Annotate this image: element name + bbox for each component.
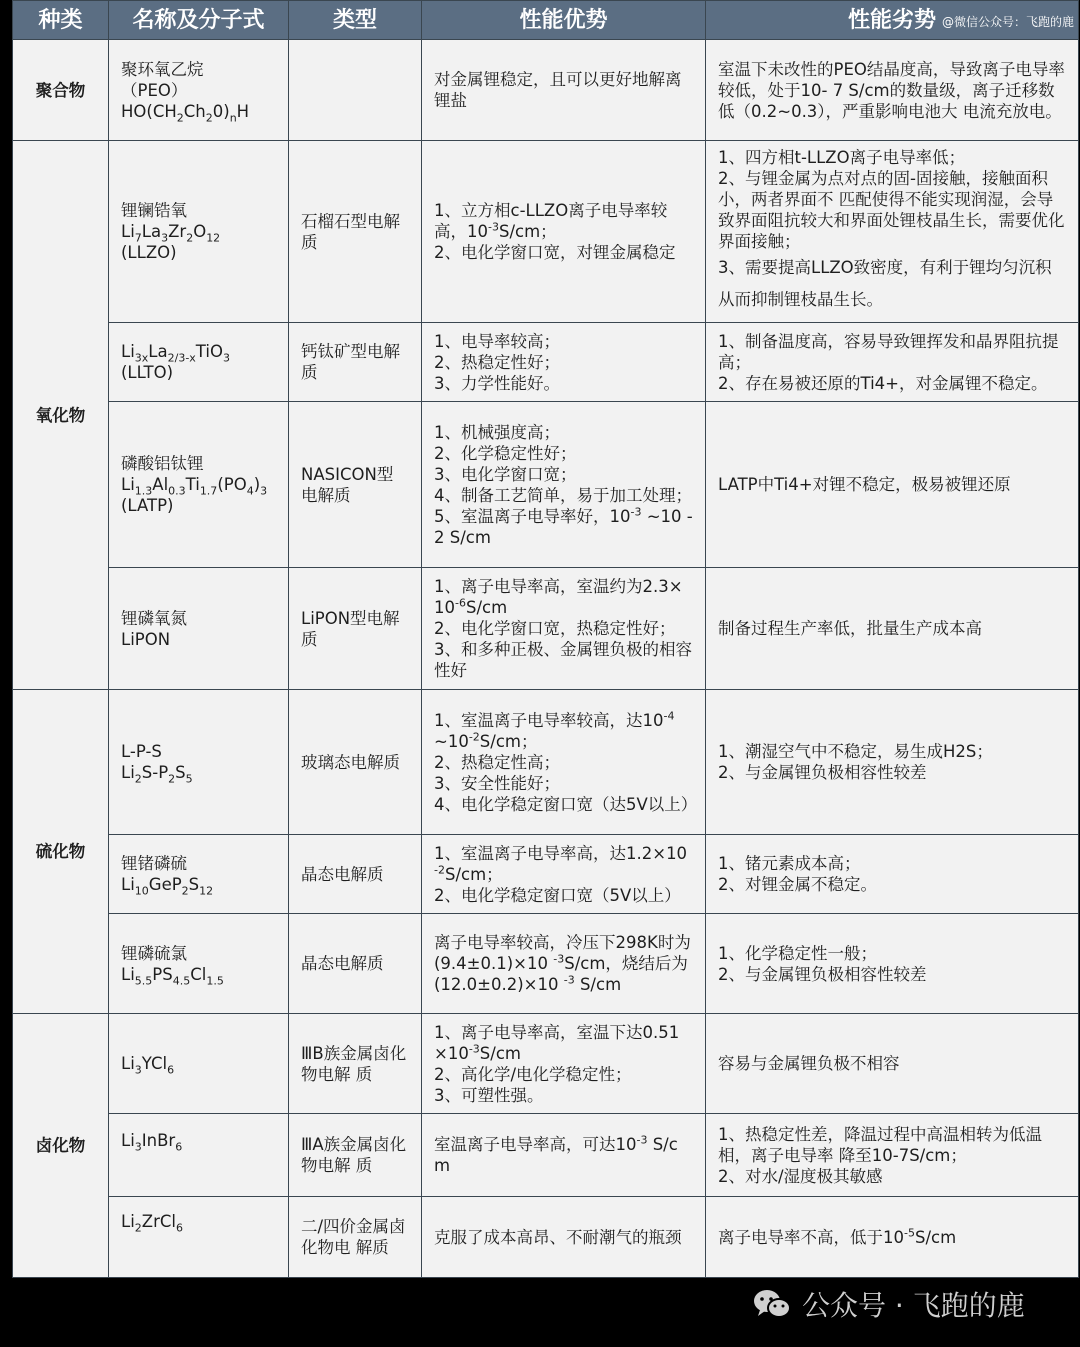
formula-abbr: (LATP) [121,496,174,515]
name-cell [109,1014,289,1114]
table-row [13,835,1079,914]
advantage-item: 1、立方相c-LLZO离子电导率较高，$10^{-3}S/cm$； [434,201,668,241]
advantage-item: 2、热稳定性高； [434,752,560,772]
disadvantage-item: 2、与金属锂负极相容性较差 [718,763,927,782]
advantage-item: 1、机械强度高； [434,422,560,442]
header-type: 类型 [289,1,422,40]
name-text: L-P-S [121,742,162,761]
type-cell: ⅢB族金属卤化物电解 质 [289,1014,422,1114]
type-cell: 玻璃态电解质 [289,690,422,835]
header-row [13,1,1079,40]
name-cell [109,568,289,690]
type-cell: 晶态电解质 [289,914,422,1014]
table-row [13,568,1079,690]
watermark-top: @微信公众号：飞跑的鹿 [941,14,1074,29]
formula-abbr: (LLTO) [121,363,174,382]
advantage-item: 5、室温离子电导率好，$10^{-3}$ ~10 -2 S/cm [434,505,693,547]
type-cell: LiPON型电解质 [289,568,422,690]
advantage-cell [422,914,706,1014]
advantage-cell [422,141,706,323]
table-row [13,323,1079,402]
wechat-icon [752,1287,792,1321]
header-disadvantage-label: 性能劣势 [847,7,936,33]
disadvantage-item: 2、与金属锂负极相容性较差 [718,964,927,984]
table-row [13,1197,1079,1278]
type-cell: 石榴石型电解质 [289,141,422,323]
formula-text: $Li_{10}GeP_2S_{12}$ [121,875,214,898]
advantage-item: 1、电导率较高； [434,331,560,351]
formula-text: $Li_{1.3}Al_{0.3}Ti_{1.7}(PO_4)_3$ [121,475,268,498]
advantage-item: 3、和多种正极、金属锂负极的相容性好 [434,640,692,680]
formula-text: $Li_7La_3Zr_2O_{12}$ [121,222,221,245]
type-cell: ⅢA族金属卤化物电解 质 [289,1114,422,1197]
disadvantage-cell [706,1197,1079,1278]
disadvantage-item: 1、四方相t-LLZO离子电导率低； [718,148,966,167]
advantage-cell [422,568,706,690]
disadvantage-item: 1、热稳定性差，降温过程中高温相转为低温相，离子电导率 降至10-7S/cm； [718,1124,1042,1165]
formula-text: $Li_2ZrCl_6$ [121,1212,183,1235]
table-row [13,141,1079,323]
name-text: 聚环氧乙烷 [121,59,204,79]
advantage-item: 3、电化学窗口宽； [434,464,577,484]
advantage-item: 2、化学稳定性好； [434,443,577,463]
name-text: 锂锗磷硫 [121,854,187,873]
header-name: 名称及分子式 [109,1,289,40]
disadvantage-item: 3、需要提高LLZO致密度，有利于锂均匀沉积从而抑制锂枝晶生长。 [718,258,1052,309]
disadvantage-item: 离子电导率不高，低于$10^{-5}S/cm$ [718,1226,957,1247]
type-cell: 二/四价金属卤化物电 解质 [289,1197,422,1278]
table-row [13,690,1079,835]
category-oxide: 氧化物 [13,141,109,690]
watermark-bottom-text: 公众号 · 飞跑的鹿 [802,1289,1025,1322]
advantage-item: 3、力学性能好。 [434,373,560,393]
advantage-item: 3、安全性能好； [434,773,560,793]
electrolyte-comparison-table [12,0,1079,1278]
type-cell: 晶态电解质 [289,835,422,914]
table-row [13,402,1079,568]
header-disadvantage [706,1,1079,40]
name-text: 锂镧锆氧 [121,201,187,220]
header-advantage: 性能优势 [422,1,706,40]
advantage-item: 2、电化学窗口宽，热稳定性好； [434,619,676,638]
table-row [13,914,1079,1014]
name-cell [109,1114,289,1197]
name-cell [109,40,289,141]
advantage-item: 室温离子电导率高，可达$10^{-3}$ S/cm [434,1133,678,1175]
advantage-cell [422,690,706,835]
type-cell: 钙钛矿型电解质 [289,323,422,402]
advantage-item: 2、电化学稳定窗口宽（5V以上） [434,885,681,905]
formula-text: LiPON [121,629,171,649]
name-cell [109,323,289,402]
disadvantage-cell [706,323,1079,402]
advantage-item: 2、热稳定性好； [434,352,560,372]
disadvantage-item: 2、对水/湿度极其敏感 [718,1166,883,1186]
advantage-cell [422,1014,706,1114]
disadvantage-item: 1、化学稳定性一般； [718,943,877,963]
table-row [13,40,1079,141]
formula-text: $Li_3YCl_6$ [121,1054,175,1077]
table-row [13,1014,1079,1114]
formula-text: $Li_3InBr_6$ [121,1131,183,1154]
advantage-item: 4、制备工艺简单，易于加工处理； [434,485,692,505]
watermark-bottom [752,1282,1025,1326]
formula-abbr: (LLZO) [121,243,177,262]
advantage-cell: 对金属锂稳定，且可以更好地解离锂盐 [422,40,706,141]
name-cell [109,402,289,568]
name-cell [109,690,289,835]
advantage-item: 4、电化学稳定窗口宽（达5V以上） [434,794,698,814]
formula-text: $HO(CH_2Ch_20)_nH$ [121,101,250,124]
advantage-item: 3、可塑性强。 [434,1085,544,1105]
header-category: 种类 [13,1,109,40]
advantage-item: 1、离子电导率高，室温下达$0.51\times 10^{-3}S/cm$ [434,1022,680,1063]
advantage-cell [422,1114,706,1197]
name-text: 锂磷氧氮 [121,608,187,628]
advantage-cell [422,323,706,402]
name-cell [109,835,289,914]
advantage-cell [422,835,706,914]
category-halide: 卤化物 [13,1014,109,1278]
name-text: （PEO） [121,80,188,100]
disadvantage-cell: LATP中Ti4+对锂不稳定，极易被锂还原 [706,402,1079,568]
disadvantage-cell: 制备过程生产率低，批量生产成本高 [706,568,1079,690]
disadvantage-cell [706,835,1079,914]
name-cell [109,914,289,1014]
disadvantage-item: 2、存在易被还原的Ti4+，对金属锂不稳定。 [718,373,1048,393]
disadvantage-item: 2、与锂金属为点对点的固-固接触，接触面积小，两者界面不 匹配使得不能实现润湿，会导致界面阻抗较大和界面处锂枝晶生长，需要优化界面接触； [718,169,1065,251]
advantage-cell: 克服了成本高昂、不耐潮气的瓶颈 [422,1197,706,1278]
disadvantage-cell [706,141,1079,323]
advantage-item: 离子电导率较高，冷压下298K时为 (9.4±0.1)×10 $^{-3}$S/cm，烧结后为 (12.0±0.2)×10 $^{-3}$ S/cm [434,933,691,994]
type-cell [289,40,422,141]
disadvantage-item: 1、潮湿空气中不稳定，易生成H2S； [718,742,993,761]
name-cell [109,1197,289,1278]
disadvantage-cell [706,914,1079,1014]
table-row [13,1114,1079,1197]
disadvantage-item: 1、锗元素成本高； [718,854,861,873]
advantage-item: 2、电化学窗口宽，对锂金属稳定 [434,243,676,262]
disadvantage-cell [706,1114,1079,1197]
name-cell [109,141,289,323]
disadvantage-cell: 容易与金属锂负极不相容 [706,1014,1079,1114]
name-text: 锂磷硫氯 [121,943,187,963]
formula-text: $Li_{3x}La_{2/3-x}TiO_3$ [121,342,230,365]
disadvantage-item: 2、对锂金属不稳定。 [718,875,877,894]
type-cell: NASICON型电解质 [289,402,422,568]
advantage-item: 1、离子电导率高，室温约为$2.3\times 10^{-6}S/cm$ [434,577,683,617]
disadvantage-item: 1、制备温度高，容易导致锂挥发和晶界阻抗提高； [718,331,1059,372]
advantage-item: 1、室温离子电导率较高，达$10^{-4}$ $\sim 10^{-2}S/cm$； [434,709,675,751]
disadvantage-cell: 室温下未改性的PEO结晶度高，导致离子电导率较低，处于10- 7 S/cm的数量级，离子迁移数低（0.2~0.3），严重影响电池大 电流充放电。 [706,40,1079,141]
advantage-item: 2、高化学/电化学稳定性； [434,1064,632,1084]
category-polymer: 聚合物 [13,40,109,141]
disadvantage-cell [706,690,1079,835]
advantage-cell [422,402,706,568]
formula-text: $Li_2S-P_2S_5$ [121,763,193,786]
advantage-item: 1、室温离子电导率高，达1.2×10 $^{-2}$S/cm； [434,843,688,884]
formula-text: $Li_{5.5}PS_{4.5}Cl_{1.5}$ [121,964,224,987]
category-sulfide: 硫化物 [13,690,109,1014]
name-text: 磷酸铝钛锂 [121,454,204,473]
